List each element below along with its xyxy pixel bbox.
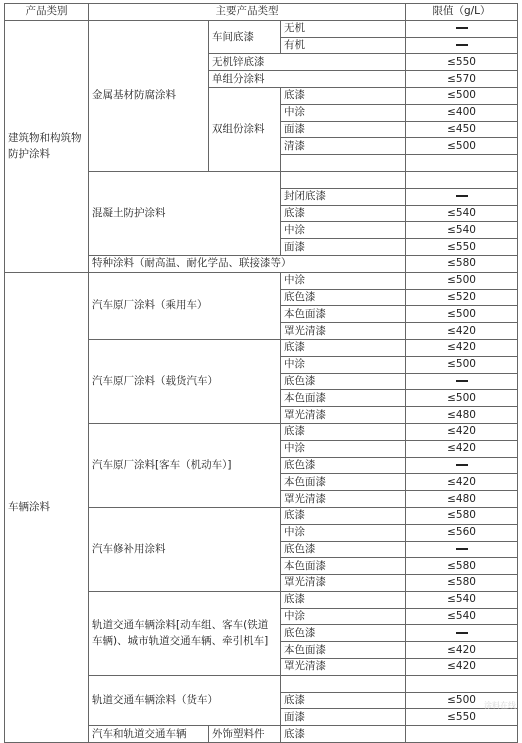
limit-value: ≤560 (406, 524, 518, 541)
limit-value: ≤420 (406, 339, 518, 356)
term-middle: 中涂 (281, 104, 406, 121)
term-middle: 中涂 (281, 222, 406, 239)
dash-mark (456, 548, 468, 550)
limit-value: ≤550 (406, 239, 518, 256)
term-topcoat: 面漆 (281, 239, 406, 256)
group-building: 建筑物和构筑物防护涂料 (5, 20, 89, 272)
limit-empty (406, 675, 518, 692)
subtype-trim: 汽车和轨道交通车辆 (89, 726, 209, 743)
subtype-metal: 金属基材防腐涂料 (89, 20, 209, 171)
term-primer: 底漆 (281, 87, 406, 104)
group-vehicle: 车辆涂料 (5, 272, 89, 742)
term-primer: 底漆 (281, 339, 406, 356)
limit-value: ≤580 (406, 558, 518, 575)
subtype-rail: 轨道交通车辆涂料[动车组、客车(铁道车辆)、城市轨道交通车辆、牵引机车] (89, 591, 281, 675)
subtype-trim-part: 外饰塑料件 (209, 726, 281, 743)
term-middle: 中涂 (281, 272, 406, 289)
limit-value: ≤420 (406, 423, 518, 440)
term-primer: 底漆 (281, 692, 406, 709)
term-middle: 中涂 (281, 356, 406, 373)
limit-empty (406, 155, 518, 172)
term-empty (281, 171, 406, 188)
limit-none (406, 625, 518, 642)
dash-mark (456, 27, 468, 29)
term-solid-top: 本色面漆 (281, 642, 406, 659)
limit-value: ≤540 (406, 222, 518, 239)
limit-value: ≤420 (406, 659, 518, 676)
limit-none (406, 541, 518, 558)
subtype-concrete: 混凝土防护涂料 (89, 171, 281, 255)
dash-mark (456, 380, 468, 382)
subtype-special: 特种涂料（耐高温、耐化学品、联接漆等） (89, 255, 406, 272)
term-gloss-clear: 罩光清漆 (281, 575, 406, 592)
term-solid-top: 本色面漆 (281, 558, 406, 575)
term-gloss-clear: 罩光清漆 (281, 323, 406, 340)
limit-value: ≤500 (406, 390, 518, 407)
term-topcoat: 面漆 (281, 121, 406, 138)
limit-value: ≤550 (406, 54, 518, 71)
header-limit: 限值（g/L） (406, 4, 518, 21)
term-base-color: 底色漆 (281, 625, 406, 642)
table-row (5, 272, 518, 289)
term-solid-top: 本色面漆 (281, 390, 406, 407)
subtype-oem-bus: 汽车原厂涂料[客车（机动车）] (89, 423, 281, 507)
limit-value: ≤540 (406, 205, 518, 222)
limit-value: ≤400 (406, 104, 518, 121)
term-primer: 底漆 (281, 726, 406, 743)
dash-mark (456, 464, 468, 466)
limit-none (406, 457, 518, 474)
term-solid-top: 本色面漆 (281, 474, 406, 491)
term-base-color: 底色漆 (281, 373, 406, 390)
term-empty (281, 675, 406, 692)
limit-value: ≤500 (406, 272, 518, 289)
limit-value: ≤540 (406, 608, 518, 625)
limit-value: ≤520 (406, 289, 518, 306)
term-gloss-clear: 罩光清漆 (281, 491, 406, 508)
limit-value: ≤500 (406, 138, 518, 155)
term-primer: 底漆 (281, 423, 406, 440)
term-middle: 中涂 (281, 608, 406, 625)
term-primer: 底漆 (281, 591, 406, 608)
subtype-double: 双组份涂料 (209, 87, 281, 171)
limit-value: ≤540 (406, 591, 518, 608)
term-gloss-clear: 罩光清漆 (281, 659, 406, 676)
limit-value: ≤500 (406, 356, 518, 373)
term-base-color: 底色漆 (281, 457, 406, 474)
voc-limit-table (4, 3, 518, 743)
limit-value: ≤500 (406, 87, 518, 104)
limit-value: ≤420 (406, 440, 518, 457)
limit-value: ≤500 (406, 306, 518, 323)
term-inorganic: 无机 (281, 20, 406, 37)
term-base-color: 底色漆 (281, 541, 406, 558)
limit-value: ≤480 (406, 491, 518, 508)
limit-value: ≤420 (406, 323, 518, 340)
header-type: 主要产品类型 (89, 4, 406, 21)
term-gloss-clear: 罩光清漆 (281, 407, 406, 424)
term-topcoat: 面漆 (281, 709, 406, 726)
subtype-oem-car: 汽车原厂涂料（乘用车） (89, 272, 281, 339)
term-base-color: 底色漆 (281, 289, 406, 306)
term-middle: 中涂 (281, 524, 406, 541)
subtype-rail-freight: 轨道交通车辆涂料（货车） (89, 675, 281, 725)
table-header-row (5, 4, 518, 21)
term-organic: 有机 (281, 37, 406, 54)
subtype-repair: 汽车修补用涂料 (89, 507, 281, 591)
limit-none (406, 37, 518, 54)
term-empty (281, 155, 406, 172)
watermark-text: 涂料在线 (484, 701, 516, 710)
term-middle: 中涂 (281, 440, 406, 457)
limit-value: ≤500 (406, 692, 518, 709)
table-row (5, 20, 518, 37)
term-primer: 底漆 (281, 205, 406, 222)
limit-value: ≤420 (406, 474, 518, 491)
term-clear: 清漆 (281, 138, 406, 155)
limit-value: ≤580 (406, 507, 518, 524)
limit-value: ≤420 (406, 642, 518, 659)
limit-value: ≤580 (406, 575, 518, 592)
subtype-zinc-primer: 无机锌底漆 (209, 54, 406, 71)
limit-value: ≤580 (406, 255, 518, 272)
limit-none (406, 188, 518, 205)
voc-limit-table-document (4, 3, 517, 740)
subtype-single: 单组分涂料 (209, 71, 406, 88)
header-category: 产品类别 (5, 4, 89, 21)
term-solid-top: 本色面漆 (281, 306, 406, 323)
limit-value: ≤450 (406, 121, 518, 138)
limit-empty (406, 171, 518, 188)
subtype-workshop-primer: 车间底漆 (209, 20, 281, 54)
limit-value: ≤480 (406, 407, 518, 424)
limit-none (406, 373, 518, 390)
limit-value: ≤570 (406, 71, 518, 88)
term-primer: 底漆 (281, 507, 406, 524)
dash-mark (456, 195, 468, 197)
dash-mark (456, 44, 468, 46)
subtype-oem-truck: 汽车原厂涂料（载货汽车） (89, 339, 281, 423)
limit-value: ≤550 (406, 709, 518, 726)
term-sealer: 封闭底漆 (281, 188, 406, 205)
limit-none (406, 20, 518, 37)
dash-mark (456, 632, 468, 634)
limit-empty (406, 726, 518, 743)
